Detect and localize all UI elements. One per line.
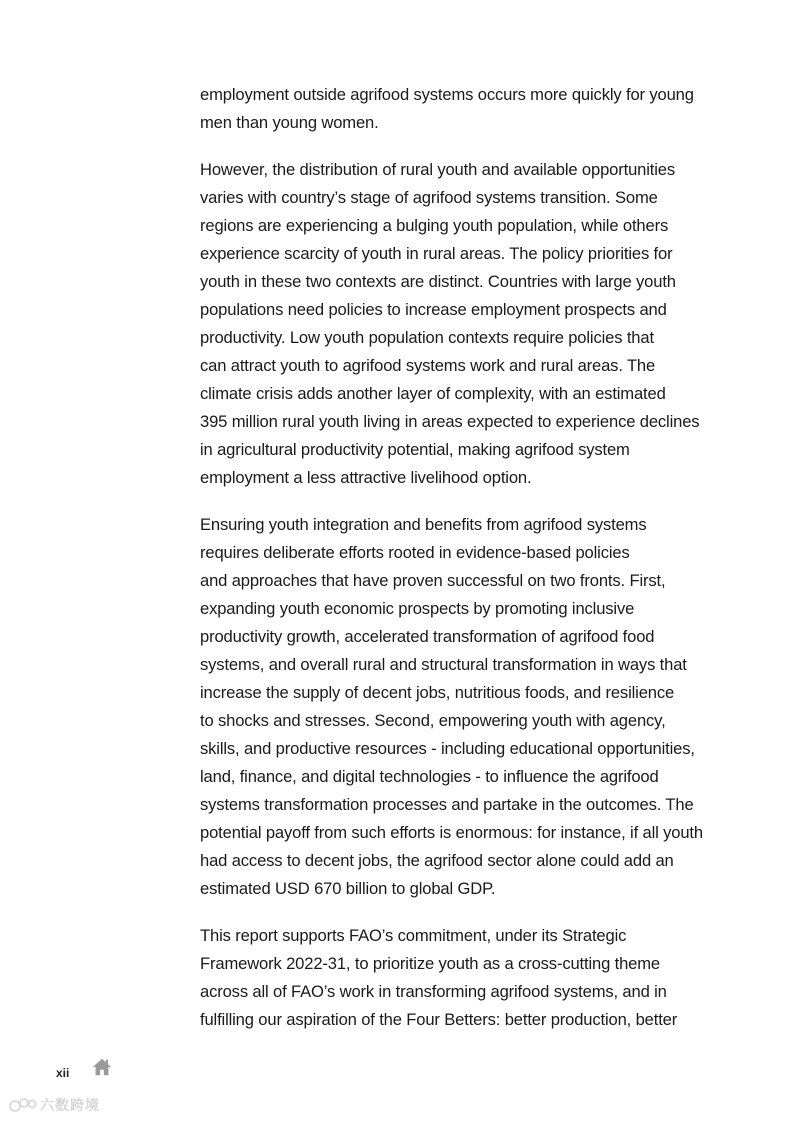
text-line: climate crisis adds another layer of complexity, with an estimated: [200, 384, 666, 403]
text-line: had access to decent jobs, the agrifood sector alone could add an: [200, 851, 674, 870]
text-line: systems transformation processes and partake in the outcomes. The: [200, 795, 694, 814]
page-number: xii: [56, 1065, 70, 1080]
text-line: across all of FAO’s work in transforming agrifood systems, and in: [200, 982, 667, 1001]
watermark: [8, 1095, 100, 1115]
text-line: can attract youth to agrifood systems work and rural areas. The: [200, 356, 656, 375]
text-line: populations need policies to increase employment prospects and: [200, 300, 667, 319]
text-line: regions are experiencing a bulging youth population, while others: [200, 216, 669, 235]
text-line: increase the supply of decent jobs, nutritious foods, and resilience: [200, 683, 675, 702]
text-line: productivity. Low youth population contexts require policies that: [200, 328, 654, 347]
text-line: land, finance, and digital technologies - to influence the agrifood: [200, 767, 659, 786]
text-line: to shocks and stresses. Second, empowering youth with agency,: [200, 711, 666, 730]
paragraph-3: [200, 511, 760, 903]
watermark-logo-icon: [8, 1096, 38, 1114]
text-line: and approaches that have proven successful on two fronts. First,: [200, 571, 666, 590]
text-line: systems, and overall rural and structural transformation in ways that: [200, 655, 687, 674]
text-line: varies with country’s stage of agrifood systems transition. Some: [200, 188, 658, 207]
report-body: [200, 81, 760, 1053]
text-line: youth in these two contexts are distinct. Countries with large youth: [200, 272, 676, 291]
text-line: requires deliberate efforts rooted in evidence-based policies: [200, 543, 630, 562]
text-line: men than young women.: [200, 113, 379, 132]
text-line: Framework 2022-31, to prioritize youth as a cross-cutting theme: [200, 954, 660, 973]
home-button[interactable]: [91, 1056, 113, 1083]
text-line: estimated USD 670 billion to global GDP.: [200, 879, 496, 898]
text-line: Ensuring youth integration and benefits from agrifood systems: [200, 515, 647, 534]
text-line: skills, and productive resources - including educational opportunities,: [200, 739, 695, 758]
text-line: However, the distribution of rural youth and available opportunities: [200, 160, 675, 179]
home-icon[interactable]: [91, 1056, 113, 1078]
text-line: 395 million rural youth living in areas expected to experience declines: [200, 412, 700, 431]
paragraph-4: [200, 922, 760, 1034]
text-line: in agricultural productivity potential, making agrifood system: [200, 440, 630, 459]
text-line: productivity growth, accelerated transformation of agrifood food: [200, 627, 655, 646]
paragraph-2: [200, 156, 760, 492]
page-footer: [56, 1056, 113, 1083]
watermark-text: 六数跨境: [40, 1098, 100, 1114]
text-line: employment a less attractive livelihood option.: [200, 468, 532, 487]
text-line: experience scarcity of youth in rural areas. The policy priorities for: [200, 244, 673, 263]
paragraph-1: [200, 81, 760, 137]
text-line: This report supports FAO’s commitment, under its Strategic: [200, 926, 627, 945]
text-line: employment outside agrifood systems occurs more quickly for young: [200, 85, 694, 104]
text-line: fulfilling our aspiration of the Four Betters: better production, better: [200, 1010, 678, 1029]
text-line: expanding youth economic prospects by promoting inclusive: [200, 599, 635, 618]
text-line: potential payoff from such efforts is enormous: for instance, if all youth: [200, 823, 703, 842]
